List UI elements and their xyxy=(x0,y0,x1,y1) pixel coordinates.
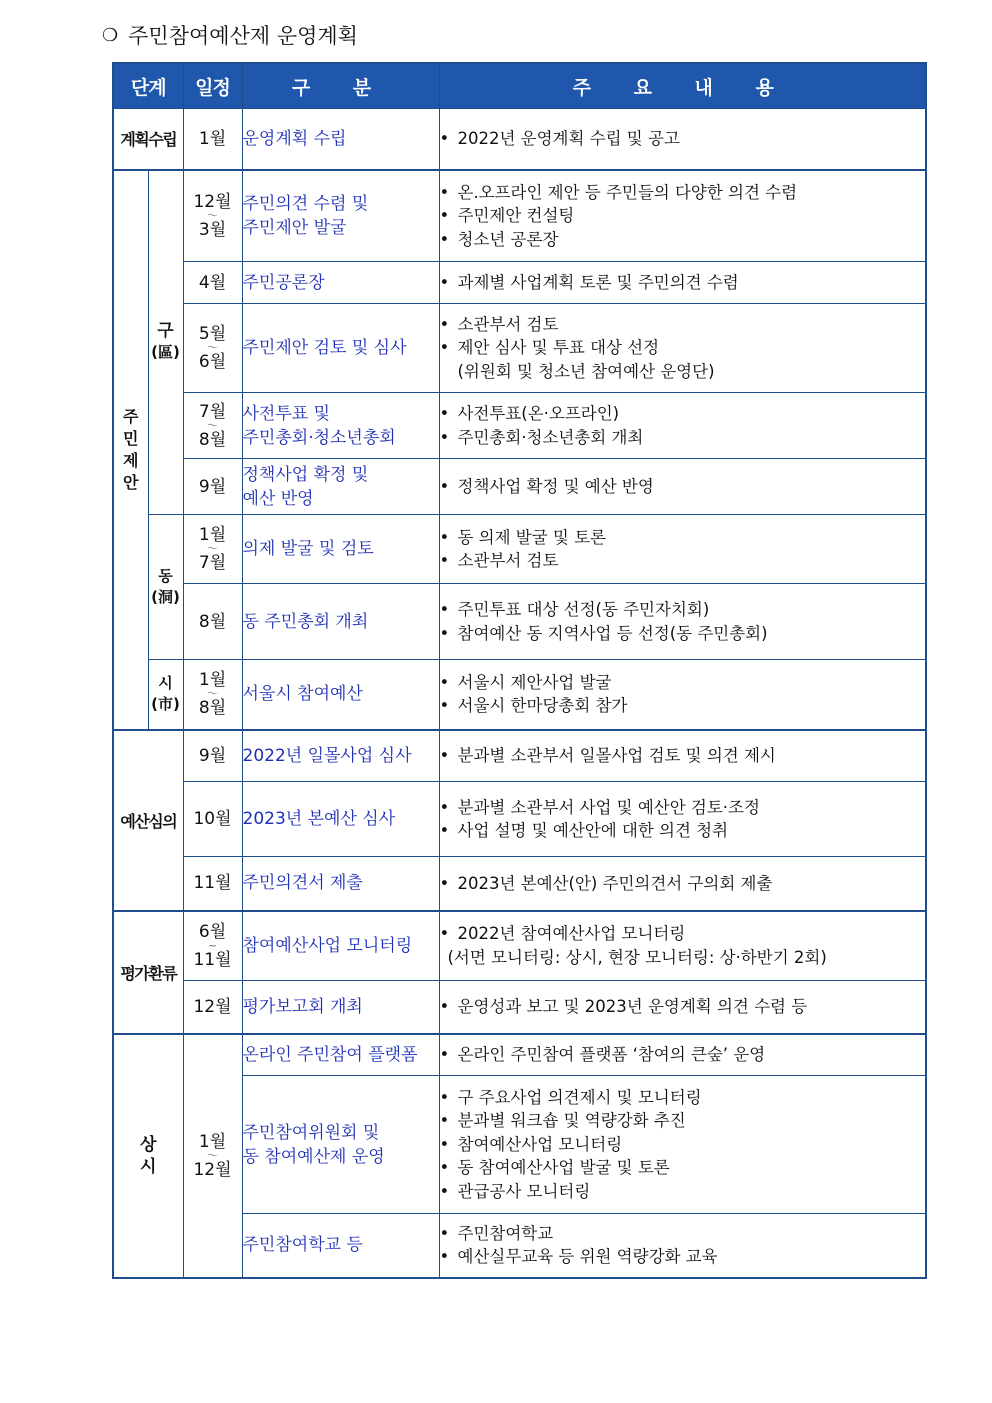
circle-bullet-icon: ❍ xyxy=(102,24,119,46)
content-item: • 동 의제 발굴 및 토론 xyxy=(439,527,606,547)
stage-cell: 상 시 xyxy=(113,1034,183,1278)
content-cell xyxy=(439,109,926,170)
content-item: • 예산실무교육 등 위원 역량강화 교육 xyxy=(439,1247,718,1267)
content-item: • 정책사업 확정 및 예산 반영 xyxy=(439,476,654,496)
sub-stage-dong: 동 (洞) xyxy=(148,515,183,660)
header-category: 구 분 xyxy=(242,63,439,109)
content-item: • 온라인 주민참여 플랫폼 ‘참여의 큰숲’ 운영 xyxy=(439,1045,766,1064)
table-row xyxy=(113,584,926,660)
content-item: • 분과별 소관부서 사업 및 예산안 검토·조정 xyxy=(439,797,760,817)
stage-cell: 평가환류 xyxy=(113,911,183,1034)
stage-cell: 예산심의 xyxy=(113,730,183,911)
table-row xyxy=(113,911,926,981)
content-cell xyxy=(439,393,926,459)
table-row xyxy=(113,109,926,170)
content-cell xyxy=(439,515,926,584)
category-cell: 주민공론장 xyxy=(242,262,439,304)
table-row xyxy=(113,730,926,782)
month-cell: 4월 xyxy=(183,262,242,304)
category-cell: 주민의견 수렴 및 주민제안 발굴 xyxy=(242,170,439,262)
table-row xyxy=(113,459,926,515)
table-row xyxy=(113,660,926,730)
table-row xyxy=(113,981,926,1034)
table-row xyxy=(113,393,926,459)
header-content: 주 요 내 용 xyxy=(439,63,926,109)
content-item: • 서울시 한마당총회 참가 xyxy=(439,696,628,716)
table-row xyxy=(113,170,926,262)
content-item: • 서울시 제안사업 발굴 xyxy=(439,672,612,692)
content-item: • 사전투표(온·오프라인) xyxy=(439,404,620,423)
content-cell xyxy=(439,730,926,782)
category-cell: 2022년 일몰사업 심사 xyxy=(242,730,439,782)
month-cell: 1월 xyxy=(183,109,242,170)
category-cell: 의제 발굴 및 검토 xyxy=(242,515,439,584)
content-item: • 사업 설명 및 예산안에 대한 의견 청취 xyxy=(439,821,729,840)
category-cell: 주민의견서 제출 xyxy=(242,857,439,911)
content-item: • 2023년 본예산(안) 주민의견서 구의회 제출 xyxy=(439,873,773,893)
content-item: • 주민총회·청소년총회 개최 xyxy=(439,427,644,447)
month-cell: 10월 xyxy=(183,782,242,857)
content-item: • 소관부서 검토 xyxy=(439,314,559,334)
content-note: (위원회 및 청소년 참여예산 운영단) xyxy=(457,361,715,381)
content-cell xyxy=(439,981,926,1034)
month-cell: 12월 xyxy=(183,981,242,1034)
content-item: • 참여예산사업 모니터링 xyxy=(439,1134,623,1154)
month-cell: 1월 〜 12월 xyxy=(183,1034,242,1278)
category-cell: 온라인 주민참여 플랫폼 xyxy=(242,1034,439,1076)
category-cell: 주민참여위원회 및 동 참여예산제 운영 xyxy=(242,1076,439,1214)
content-item: • 과제별 사업계획 토론 및 주민의견 수렴 xyxy=(439,272,739,292)
content-item: • 구 주요사업 의견제시 및 모니터링 xyxy=(439,1087,702,1107)
table-header-row xyxy=(113,63,926,109)
content-item: • 2022년 참여예산사업 모니터링 xyxy=(439,924,686,944)
content-item: • 운영성과 보고 및 2023년 운영계획 의견 수렴 등 xyxy=(439,997,808,1016)
content-cell xyxy=(439,262,926,304)
table-row xyxy=(113,782,926,857)
section-title: 주민참여예산제 운영계획 xyxy=(128,24,358,48)
operation-plan-table xyxy=(112,62,927,1279)
month-cell: 7월 〜 8월 xyxy=(183,393,242,459)
month-cell: 5월 〜 6월 xyxy=(183,304,242,393)
content-item: • 분과별 워크숍 및 역량강화 추진 xyxy=(439,1111,686,1131)
category-cell: 정책사업 확정 및 예산 반영 xyxy=(242,459,439,515)
category-cell: 운영계획 수립 xyxy=(242,109,439,170)
content-cell xyxy=(439,660,926,730)
section-heading xyxy=(102,20,358,50)
content-item: • 온.오프라인 제안 등 주민들의 다양한 의견 수렴 xyxy=(439,182,798,202)
content-item: • 관급공사 모니터링 xyxy=(439,1181,591,1201)
content-cell xyxy=(439,857,926,911)
month-cell: 1월 〜 8월 xyxy=(183,660,242,730)
content-cell xyxy=(439,170,926,262)
sub-stage-gu: 구 (區) xyxy=(148,170,183,515)
table-row xyxy=(113,262,926,304)
content-item: • 주민참여학교 xyxy=(439,1223,554,1243)
content-cell xyxy=(439,1076,926,1214)
category-cell: 평가보고회 개최 xyxy=(242,981,439,1034)
content-item: • 청소년 공론장 xyxy=(439,229,559,249)
month-cell: 6월 ~ 11월 xyxy=(183,911,242,981)
stage-cell: 계획수립 xyxy=(113,109,183,170)
category-cell: 참여예산사업 모니터링 xyxy=(242,911,439,981)
table-row xyxy=(113,515,926,584)
content-item: • 주민제안 컨설팅 xyxy=(439,206,575,225)
content-cell xyxy=(439,1214,926,1278)
table-row xyxy=(113,304,926,393)
content-item: • 주민투표 대상 선정(동 주민자치회) xyxy=(439,600,710,619)
month-cell: 8월 xyxy=(183,584,242,660)
sub-stage-si: 시 (市) xyxy=(148,660,183,730)
content-item: • 제안 심사 및 투표 대상 선정 xyxy=(439,338,660,358)
month-cell: 1월 〜 7월 xyxy=(183,515,242,584)
table-row xyxy=(113,1034,926,1076)
content-cell xyxy=(439,459,926,515)
category-cell: 2023년 본예산 심사 xyxy=(242,782,439,857)
content-cell xyxy=(439,911,926,981)
table-row xyxy=(113,857,926,911)
content-item: • 2022년 운영계획 수립 및 공고 xyxy=(439,129,680,148)
content-item: • 소관부서 검토 xyxy=(439,551,559,570)
month-cell: 9월 xyxy=(183,730,242,782)
header-schedule: 일정 xyxy=(183,63,242,109)
category-cell: 서울시 참여예산 xyxy=(242,660,439,730)
header-stage: 단계 xyxy=(113,63,183,109)
category-cell: 사전투표 및 주민총회·청소년총회 xyxy=(242,393,439,459)
content-item: • 분과별 소관부서 일몰사업 검토 및 의견 제시 xyxy=(439,746,776,765)
month-cell: 12월 〜 3월 xyxy=(183,170,242,262)
category-cell: 동 주민총회 개최 xyxy=(242,584,439,660)
content-cell xyxy=(439,584,926,660)
content-cell xyxy=(439,1034,926,1076)
month-cell: 9월 xyxy=(183,459,242,515)
stage-cell: 주민제안 xyxy=(113,170,148,730)
category-cell: 주민제안 검토 및 심사 xyxy=(242,304,439,393)
month-cell: 11월 xyxy=(183,857,242,911)
content-cell xyxy=(439,782,926,857)
content-item: • 참여예산 동 지역사업 등 선정(동 주민총회) xyxy=(439,623,768,643)
content-item: • 동 참여예산사업 발굴 및 토론 xyxy=(439,1158,670,1178)
content-cell xyxy=(439,304,926,393)
content-note: (서면 모니터링: 상시, 현장 모니터링: 상·하반기 2회) xyxy=(447,947,827,967)
category-cell: 주민참여학교 등 xyxy=(242,1214,439,1278)
